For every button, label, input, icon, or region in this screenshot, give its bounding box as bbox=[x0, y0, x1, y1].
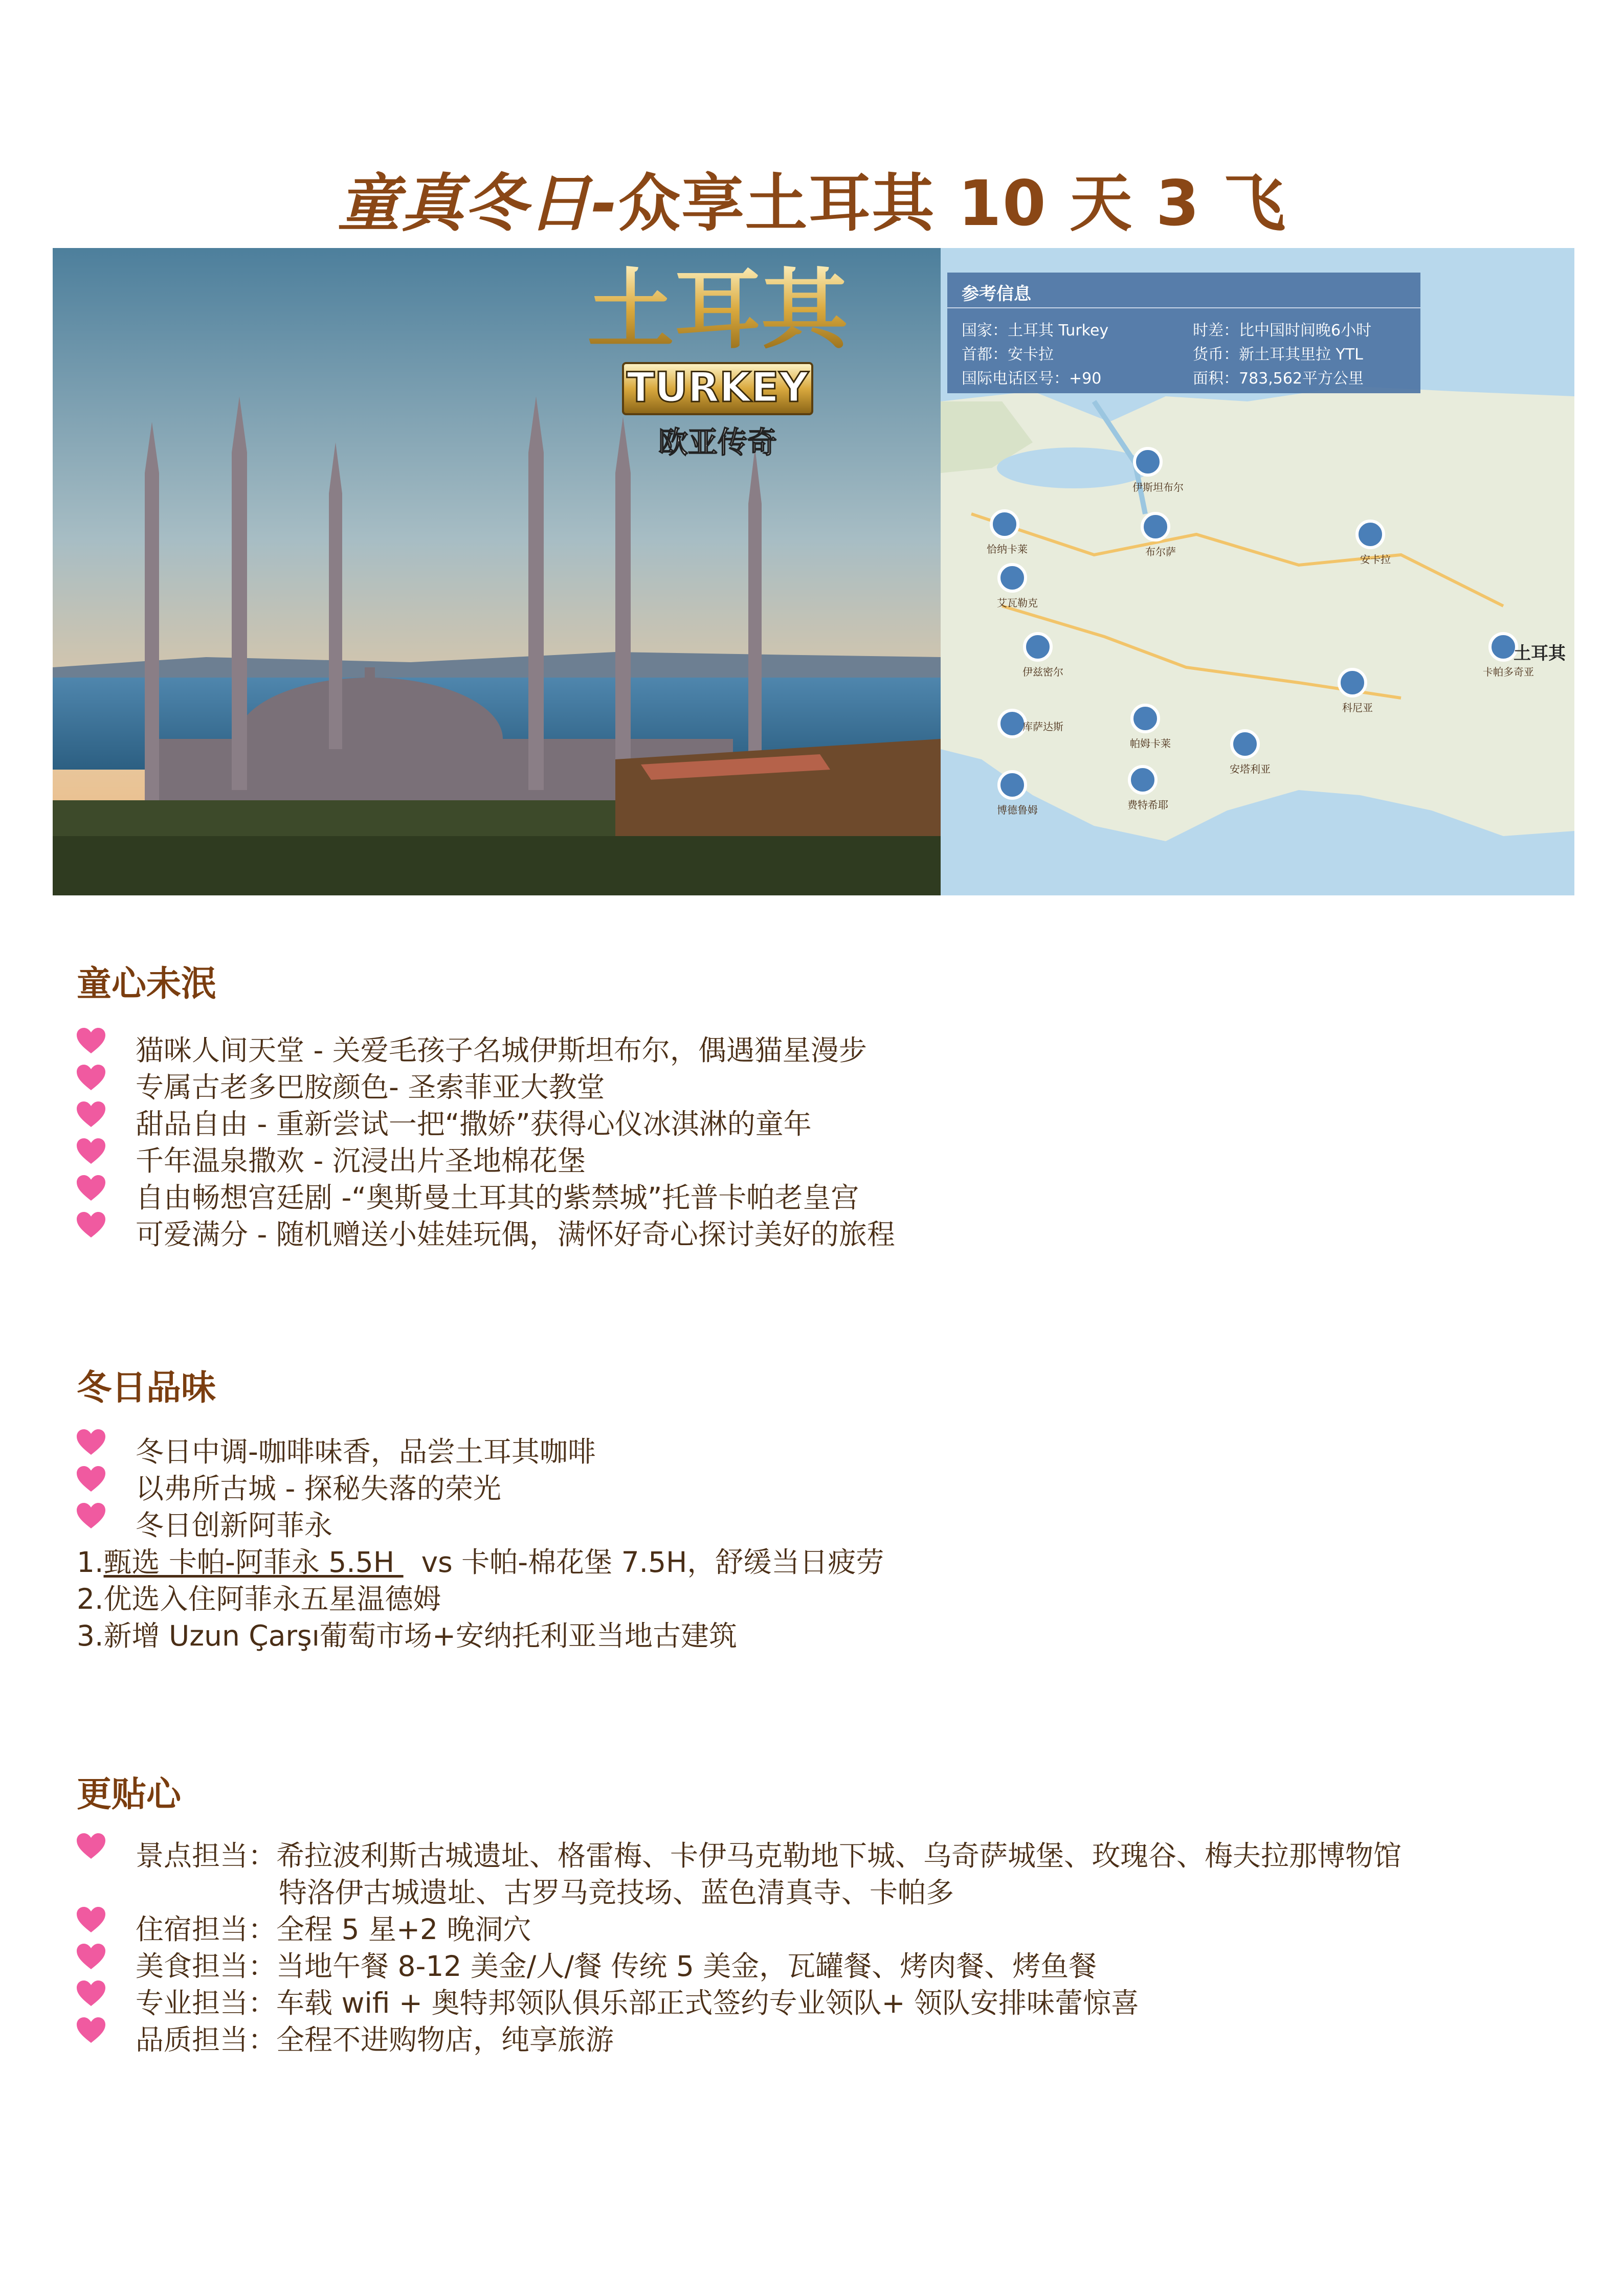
map-city-label: 安卡拉 bbox=[1360, 553, 1391, 566]
blue-mosque-photo bbox=[53, 248, 941, 895]
title-part1: 童真冬日- bbox=[337, 167, 618, 240]
map-city-label: 安塔利亚 bbox=[1230, 763, 1271, 775]
map-city-label: 恰纳卡莱 bbox=[987, 543, 1028, 555]
heart-icon bbox=[77, 1175, 105, 1202]
heart-icon bbox=[77, 1028, 105, 1054]
page-title bbox=[0, 153, 1624, 243]
section-title: 童心未泯 bbox=[77, 964, 216, 1004]
map-city-label: 库萨达斯 bbox=[1022, 721, 1063, 733]
section-title: 冬日品味 bbox=[77, 1368, 216, 1408]
info-capital: 首都：安卡拉 bbox=[962, 346, 1054, 364]
reference-info-box bbox=[947, 273, 1420, 393]
banner bbox=[53, 248, 1574, 895]
heart-icon bbox=[77, 1101, 105, 1128]
info-dial-code: 国际电话区号：+90 bbox=[962, 370, 1102, 388]
info-currency: 货币：新土耳其里拉 YTL bbox=[1193, 346, 1363, 364]
section-considerate: 更贴心 景点担当：希拉波利斯古城遗址、格雷梅、卡伊马克勒地下城、乌奇萨城堡、玫瑰谷、梅夫拉那博物馆 特洛伊古城遗址、古罗马竞技场、蓝色清真寺、卡帕多 住宿担当：全程 5 星+2 晚洞穴 美食担当：当地午餐 8-12 美金/人/餐 传统 5 美金，瓦罐餐、烤肉餐、烤鱼餐 专业担当：车载 wifi + 奥特邦领队俱乐部正式签约专业领队+ 领队安排味蕾惊喜 品质担当：全程不进购物店，纯享旅游 bbox=[77, 1767, 181, 1816]
info-country: 国家：土耳其 Turkey bbox=[962, 322, 1109, 340]
section-winter-taste: 冬日品味 冬日中调-咖啡味香，品尝土耳其咖啡 以弗所古城 - 探秘失落的荣光 冬日创新阿菲永 1.甄选 卡帕-阿菲永 5.5H vs 卡帕-棉花堡 7.5H，舒缓当日疲劳 2.优选入住阿菲永五星温德姆 3.新增 Uzun Çarşı葡萄市场+安纳托利亚当地古建筑 bbox=[77, 1360, 216, 1410]
map-city-label: 科尼亚 bbox=[1342, 702, 1373, 714]
heart-icon bbox=[77, 1944, 105, 1970]
map-country-label: 土耳其 bbox=[1514, 643, 1566, 664]
logo-chinese: 土耳其 bbox=[587, 259, 849, 361]
numbered-item-3: 3.新增 Uzun Çarşı葡萄市场+安纳托利亚当地古建筑 bbox=[77, 1619, 738, 1652]
section-title: 更贴心 bbox=[77, 1774, 182, 1815]
map-city-label: 伊斯坦布尔 bbox=[1132, 481, 1184, 493]
numbered-item-1: 1.甄选 卡帕-阿菲永 5.5H vs 卡帕-棉花堡 7.5H，舒缓当日疲劳 bbox=[77, 1546, 884, 1579]
heart-icon bbox=[77, 1833, 105, 1860]
heart-icon bbox=[77, 1503, 105, 1529]
heart-icon bbox=[77, 1907, 105, 1933]
info-timezone: 时差：比中国时间晚6小时 bbox=[1193, 322, 1372, 340]
map-city-label: 卡帕多奇亚 bbox=[1483, 666, 1534, 678]
map-city-label: 博德鲁姆 bbox=[997, 804, 1038, 816]
map-city-label: 帕姆卡莱 bbox=[1130, 737, 1171, 750]
title-part2: 众享土耳其 10 天 3 飞 bbox=[618, 167, 1287, 240]
map-city-label: 费特希耶 bbox=[1127, 799, 1168, 811]
map-city-label: 布尔萨 bbox=[1145, 546, 1176, 558]
heart-icon bbox=[77, 1980, 105, 2007]
info-heading: 参考信息 bbox=[962, 284, 1031, 304]
heart-icon bbox=[77, 1065, 105, 1091]
map-city-label: 伊兹密尔 bbox=[1022, 666, 1063, 678]
info-area: 面积：783,562平方公里 bbox=[1193, 370, 1364, 388]
heart-icon bbox=[77, 1138, 105, 1165]
logo-subtitle: 欧亚传奇 bbox=[658, 425, 777, 460]
heart-icon bbox=[77, 1466, 105, 1493]
heart-icon bbox=[77, 1212, 105, 1239]
logo-english: TURKEY bbox=[627, 364, 809, 411]
turkey-map bbox=[941, 248, 1574, 895]
numbered-item-2: 2.优选入住阿菲永五星温德姆 bbox=[77, 1583, 441, 1615]
list-item-continuation: 特洛伊古城遗址、古罗马竞技场、蓝色清真寺、卡帕多 bbox=[279, 1876, 954, 1909]
heart-icon bbox=[77, 1429, 105, 1456]
section-childlike: 童心未泯 猫咪人间天堂 - 关爱毛孩子名城伊斯坦布尔，偶遇猫星漫步 专属古老多巴胺颜色- 圣索菲亚大教堂 甜品自由 - 重新尝试一把“撒娇”获得心仪冰淇淋的童年 千年温泉撒欢 - 沉浸出片圣地棉花堡 自由畅想宫廷剧 -“奥斯曼土耳其的紫禁城”托普卡帕老皇宫 可爱满分 - 随机赠送小娃娃玩偶，满怀好奇心探讨美好的旅程 bbox=[77, 956, 216, 1006]
heart-icon bbox=[77, 2017, 105, 2044]
info-divider bbox=[947, 307, 1420, 308]
map-city-label: 艾瓦勒克 bbox=[997, 597, 1038, 609]
